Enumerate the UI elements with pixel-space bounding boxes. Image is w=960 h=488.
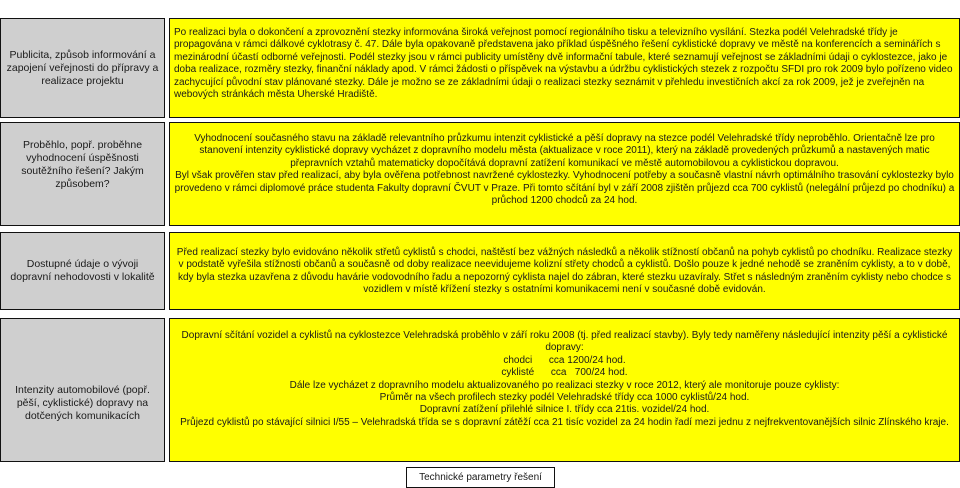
row-traffic-intensity — [0, 318, 960, 462]
row-content — [169, 122, 960, 226]
paragraph: Po realizaci byla o dokončení a zprovoznění stezky informována široká veřejnost pomocí regionálního tisku a televizního vysílání. Stezka podél Velehradské třídy je propagována v rámci dálkové cyklotrasy č. 47. Dále byla opakovaně představena jako příklad úspěšného řešení cyklistické dopravy ve městě na konferencích a seminářích s mezinárodní účastí odborné veřejnosti. Podél stezky jsou v rámci publicity umístěny dvě informační tabule, které seznamují veřejnost se základními údaji o cyklostezce, jako je doba realizace, rozměry stezky, finanční náklady apod. V rámci žádosti o příspěvek na výstavbu a údržbu cyklistických stezek z rozpočtu SFDI pro rok 2009 bylo pořízeno video zachycující původní stav plánované stezky. Dále je možno se ze základními údaji o realizaci stezky seznámit v přehledu investičních akcí za rok 2009, jež je zveřejněn na webových stránkách města Uherské Hradiště. — [174, 27, 953, 101]
paragraph: Průjezd cyklistů po stávající silnici I/55 – Velehradská třída se s dopravní zátěží cca 21 tisíc vozidel za 24 hodin řadí mezi jednu z nejfrekventovanějších silnic Zlínského kraje. — [180, 416, 949, 428]
row-publicity — [0, 18, 960, 118]
row-label: Publicita, způsob informování a zapojení veřejnosti do přípravy a realizace projektu — [0, 18, 165, 118]
row-content — [169, 318, 960, 462]
paragraph: Dopravní zatížení přilehlé silnice I. třídy cca 21tis. vozidel/24 hod. — [419, 404, 710, 416]
paragraph: Dopravní sčítání vozidel a cyklistů na cyklostezce Velehradská proběhlo v září roku 2008 (tj. před realizací stavby). Byly tedy naměřeny následující intenzity pěší a cyklistické dopravy: — [181, 330, 948, 354]
row-evaluation — [0, 122, 960, 226]
paragraph: Byl však prověřen stav před realizací, aby byla ověřena potřebnost navržené cyklostezky. Vyhodnocení potřeby a současně vlastní návrh optimálního trasování cyklostezky bylo provedeno v rámci diplomové práce studenta Fakulty dopravní ČVUT v Praze. Při tomto sčítání byl v září 2008 zjištěn průjezd cca 700 cyklistů (nelegální průjezd po chodníku) a průchod 1200 chodců za 24 hod. — [174, 170, 955, 207]
row-accidents — [0, 232, 960, 310]
paragraph: Před realizací stezky bylo evidováno několik střetů cyklistů s chodci, naštěstí bez vážných následků a několik stížností občanů na pohyb cyklistů po chodníku. Realizace stezky v podstatě vyřešila stížnosti občanů a současně od doby realizace neevidujeme kolizní střety chodců a cyklistů. Došlo pouze k jedné nehodě se zraněním cyklisty, a to v době, kdy byla stezka uzavřena z důvodu havárie vodovodního řadu a nepozorný cyklista najel do zábran, které stezku uzavíraly. Střet s následným zraněním cyklisty nebo chodce s vozidlem v místě křížení stezky s ostatními komunikacemi není v současné době evidován. — [176, 247, 953, 296]
row-content — [169, 232, 960, 310]
paragraph: Vyhodnocení současného stavu na základě relevantního průzkumu intenzit cyklistické a pěší dopravy na stezce podél Velehradské třídy neproběhlo. Orientačně lze pro stanovení intenzity cyklistické dopravy vycházet z dopravního modelu města (aktualizace v roce 2011), který na základě provedených průzkumů a nastavených matic přepravních vztahů matematicky dopočítává dopravní zatížení komunikací ve městě automobilovou a cyklistickou dopravou. — [194, 133, 935, 169]
pedestrians-line: chodci cca 1200/24 hod. — [503, 354, 626, 366]
technical-parameters-heading: Technické parametry řešení — [406, 467, 555, 488]
paragraph: Průměr na všech profilech stezky podél Velehradské třídy cca 1000 cyklistů/24 hod. — [379, 392, 750, 404]
row-label: Dostupné údaje o vývoji dopravní nehodovosti v lokalitě — [0, 232, 165, 310]
row-label: Proběhlo, popř. proběhne vyhodnocení úspěšnosti soutěžního řešení? Jakým způsobem? — [0, 122, 165, 226]
cyclists-line: cyklisté cca 700/24 hod. — [501, 367, 628, 379]
row-label: Intenzity automobilové (popř. pěší, cyklistické) dopravy na dotčených komunikacích — [0, 318, 165, 462]
paragraph: Dále lze vycházet z dopravního modelu aktualizovaného po realizaci stezky v roce 2012, který ale monitoruje pouze cyklisty: — [289, 379, 840, 391]
row-content — [169, 18, 960, 118]
